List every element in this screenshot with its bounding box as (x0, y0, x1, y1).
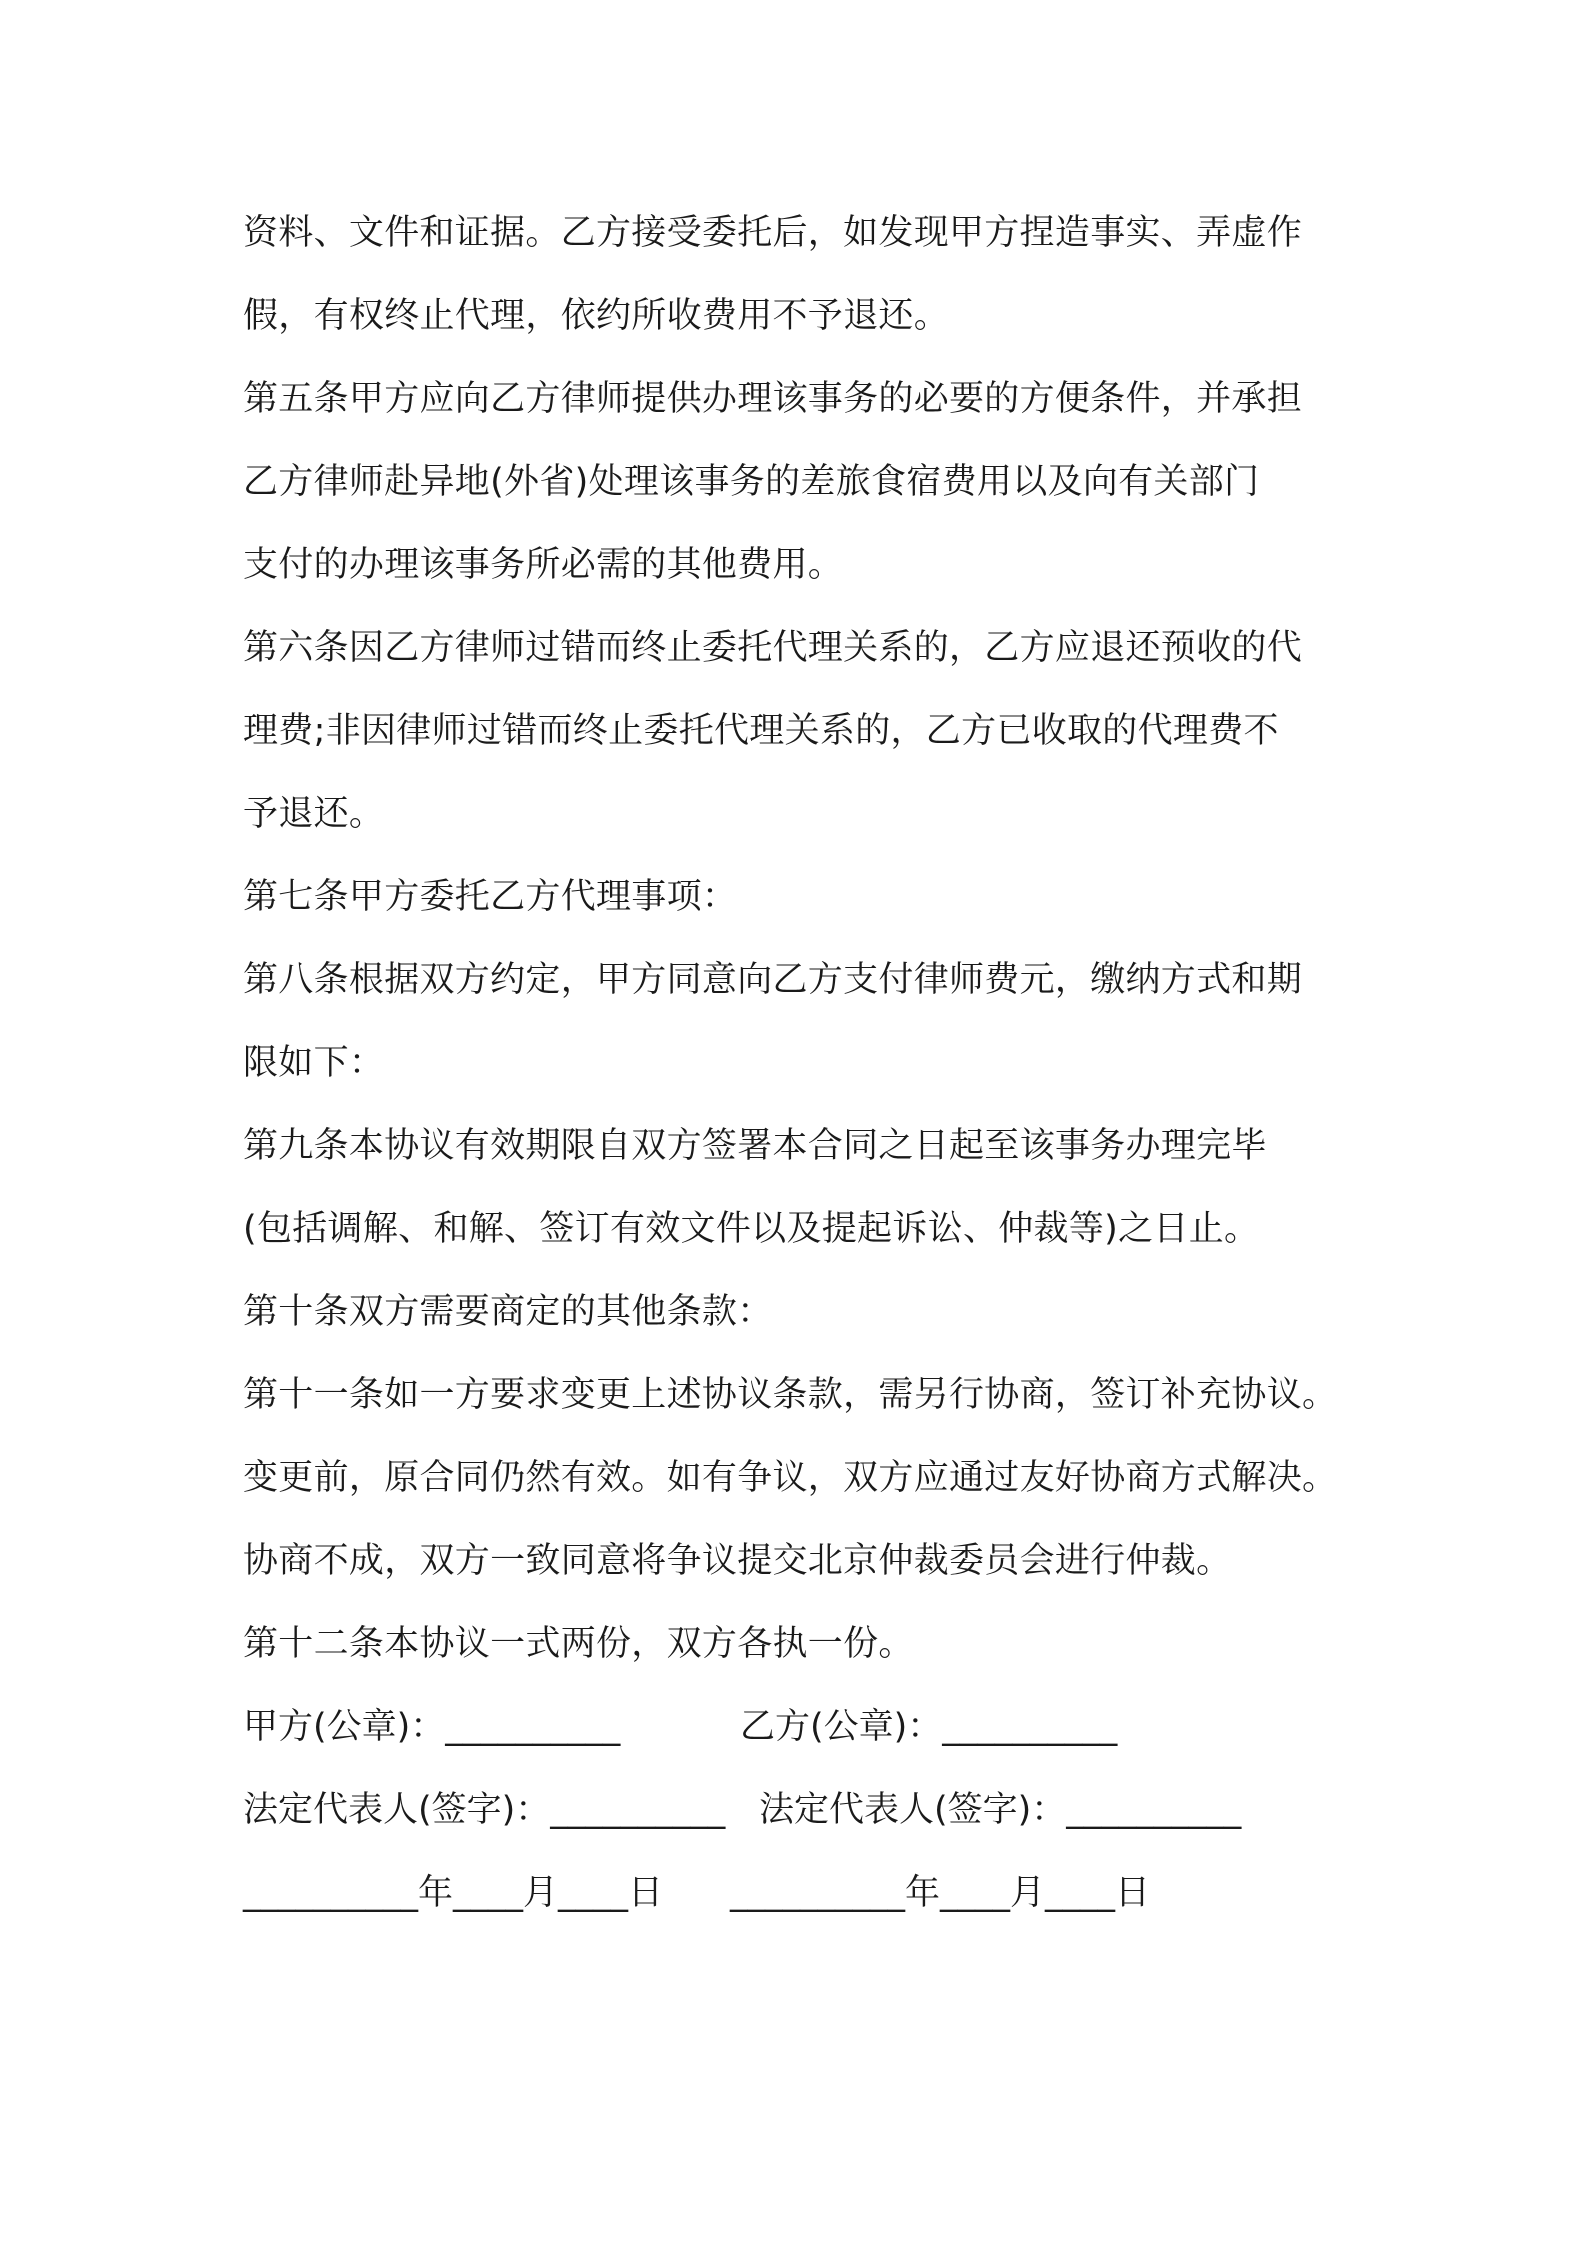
text-line: 限如下： (243, 1043, 385, 1083)
party-a-representative: 法定代表人(签字)：__________ (243, 1790, 726, 1830)
party-b-representative: 法定代表人(签字)：__________ (759, 1790, 1242, 1830)
text-line: 理费;非因律师过错而终止委托代理关系的，乙方已收取的代理费不 (243, 711, 1279, 751)
party-b-date: __________年____月____日 (730, 1873, 1151, 1913)
text-line: 予退还。 (243, 794, 385, 834)
text-line: (包括调解、和解、签订有效文件以及提起诉讼、仲裁等)之日止。 (243, 1209, 1260, 1249)
article-11-line: 第十一条如一方要求变更上述协议条款，需另行协商，签订补充协议。 (243, 1375, 1338, 1415)
party-b-seal: 乙方(公章)：__________ (740, 1707, 1118, 1747)
party-a-date: __________年____月____日 (243, 1873, 664, 1913)
article-6-line: 第六条因乙方律师过错而终止委托代理关系的，乙方应退还预收的代 (243, 628, 1303, 668)
article-5-line: 第五条甲方应向乙方律师提供办理该事务的必要的方便条件，并承担 (243, 379, 1303, 419)
party-a-seal: 甲方(公章)：__________ (243, 1707, 621, 1747)
article-10-line: 第十条双方需要商定的其他条款： (243, 1292, 773, 1332)
date-row (243, 1852, 1353, 1935)
text-line: 乙方律师赴异地(外省)处理该事务的差旅食宿费用以及向有关部门 (243, 462, 1260, 502)
article-12-line: 第十二条本协议一式两份，双方各执一份。 (243, 1624, 914, 1664)
article-8-line: 第八条根据双方约定，甲方同意向乙方支付律师费元，缴纳方式和期 (243, 960, 1303, 1000)
article-9-line: 第九条本协议有效期限自双方签署本合同之日起至该事务办理完毕 (243, 1126, 1267, 1166)
text-line: 变更前，原合同仍然有效。如有争议，双方应通过友好协商方式解决。 (243, 1458, 1338, 1498)
representative-row (243, 1769, 1353, 1852)
text-line: 协商不成，双方一致同意将争议提交北京仲裁委员会进行仲裁。 (243, 1541, 1232, 1581)
document-body (243, 192, 1353, 1935)
article-7-line: 第七条甲方委托乙方代理事项： (243, 877, 738, 917)
text-line: 资料、文件和证据。乙方接受委托后，如发现甲方捏造事实、弄虚作 (243, 213, 1303, 253)
text-line: 假，有权终止代理，依约所收费用不予退还。 (243, 296, 950, 336)
seal-row (243, 1686, 1353, 1769)
text-line: 支付的办理该事务所必需的其他费用。 (243, 545, 844, 585)
